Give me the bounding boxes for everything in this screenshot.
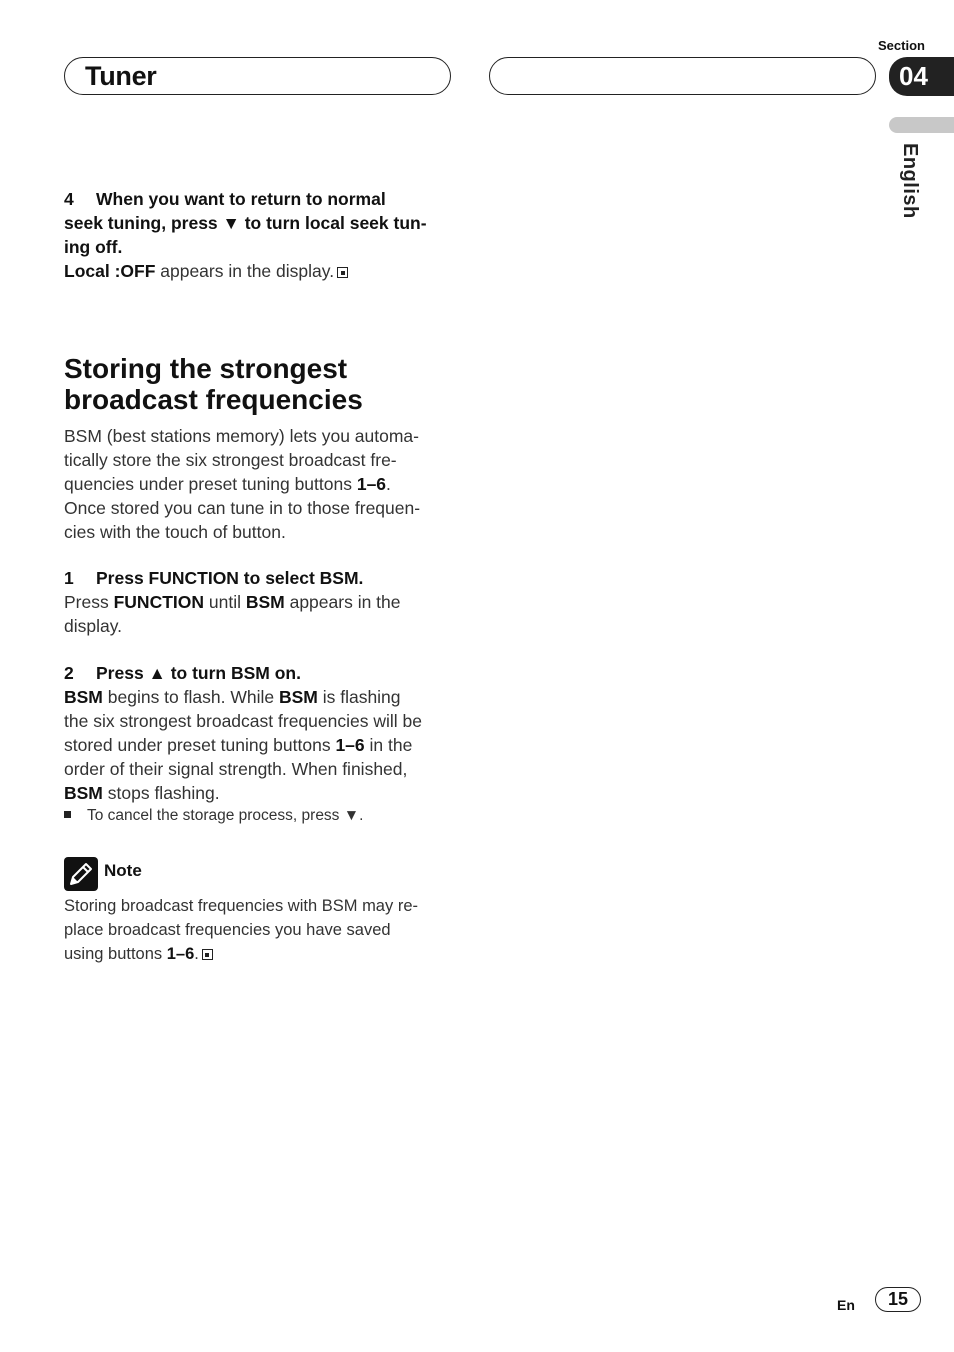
step-number: 2 [64,663,74,683]
step-4-block [64,187,452,283]
header-empty-pill [489,57,876,95]
footer-language-code: En [837,1297,855,1313]
language-tab-bar [889,117,954,133]
step-1-block: 1 Press FUNCTION to select BSM. Press FUNCTION until BSM appears in the display. [64,566,452,638]
step-2-block: 2 Press ▲ to turn BSM on. BSM begins to flash. While BSM is flashing the six strongest broadcast frequencies will be stored under preset tuning buttons 1–6 in the order of their signal strength. When finished, BSM stops flashing. [64,661,452,805]
header-title-pill [64,57,451,95]
page-title: Tuner [85,61,157,91]
note-pencil-icon [64,857,98,891]
section-number-tab: 04 [889,57,954,96]
bullet-square-icon [64,811,71,818]
end-of-section-icon [202,949,213,960]
page-number: 15 [875,1287,921,1312]
step-number: 1 [64,568,74,588]
note-text: Storing broadcast frequencies with BSM may re- place broadcast frequencies you have saved using buttons 1–6. [64,897,418,963]
step-4-instruction: 4 When you want to return to normal [64,189,386,209]
step-1-instruction: 1 Press FUNCTION to select BSM. [64,568,364,588]
step-number: 4 [64,189,74,209]
language-label: English [899,143,921,219]
step-4-instruction-line: seek tuning, press ▼ to turn local seek tun- [64,213,427,233]
step-2-instruction: 2 Press ▲ to turn BSM on. [64,663,301,683]
end-of-section-icon [337,267,348,278]
section-label: Section [878,38,925,53]
intro-paragraph: BSM (best stations memory) lets you automa- tically store the six strongest broadcast fre- quencies under preset tuning buttons 1–6. Once stored you can tune in to those frequen- cies with the touch of button. [64,426,421,542]
step-4-result: Local :OFF appears in the display. [64,259,452,283]
note-label: Note [104,861,142,880]
section-heading: Storing the strongest broadcast frequencies [64,353,363,415]
bullet-item: To cancel the storage process, press ▼. [64,806,464,826]
step-4-instruction-line: ing off. [64,237,123,257]
